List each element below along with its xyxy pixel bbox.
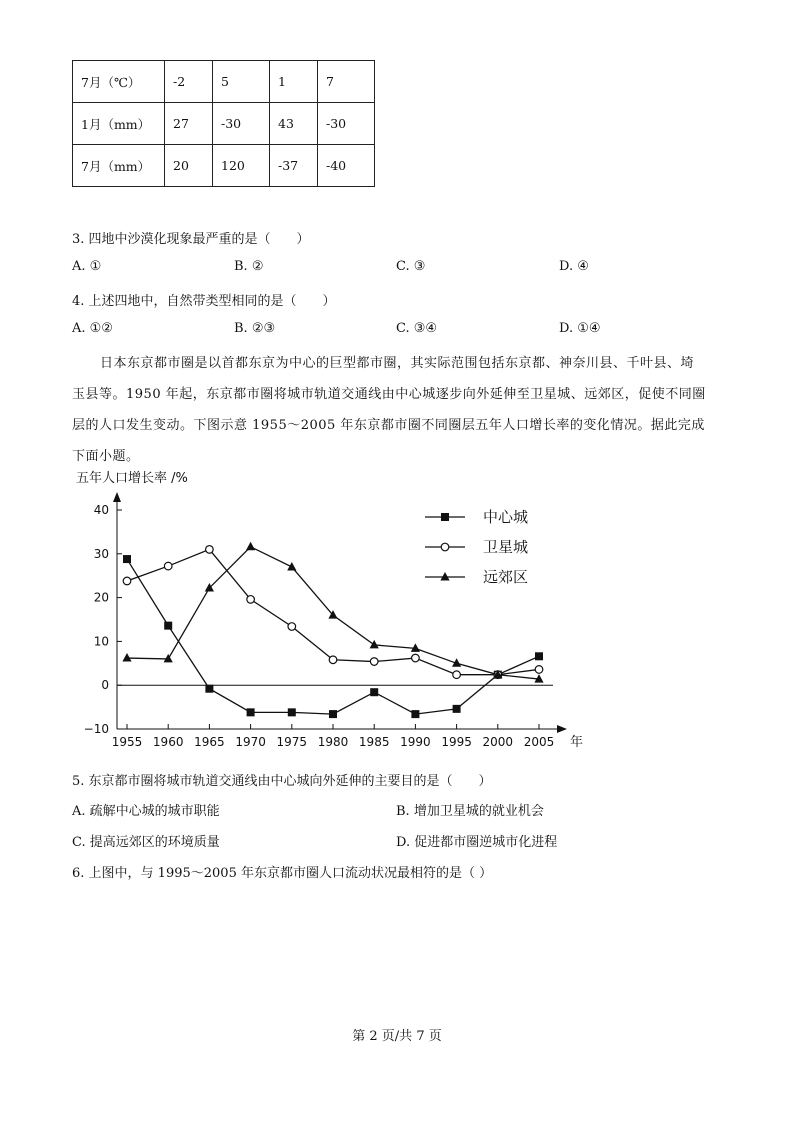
table-cell: 20 [165,145,213,187]
series-2-point [164,562,172,570]
series-2-point [453,671,461,679]
q5-option-b[interactable]: B. 增加卫星城的就业机会 [396,804,544,819]
question-3-stem: 3. 四地中沙漠化现象最严重的是（ ） [72,232,310,247]
question-6-stem: 6. 上图中，与 1995～2005 年东京都市圈人口流动状况最相符的是（ ） [72,866,493,881]
q5-option-d[interactable]: D. 促进都市圈逆城市化进程 [396,835,558,850]
series-2-point [370,658,378,666]
series-1-point [288,708,296,716]
y-axis-label: 五年人口增长率 /% [76,471,188,486]
table-cell: 1 [270,61,318,103]
y-tick-label: 20 [93,590,109,605]
y-tick-label: 10 [93,634,109,649]
table-row [73,103,375,145]
series-1-point [123,555,131,563]
series-2-point [123,577,131,585]
table-cell: -37 [270,145,318,187]
table-row-header-cell: 1月（mm） [73,103,165,145]
q5-option-c[interactable]: C. 提高远郊区的环境质量 [72,835,220,850]
table-row-header-cell: 7月（mm） [73,145,165,187]
x-tick-label: 1990 [400,735,431,749]
passage-line-3: 层的人口发生变动。下图示意 1955～2005 年东京都市圈不同圈层五年人口增长率的变化情况。据此完成 [72,418,705,433]
page-number-footer: 第 2 页/共 7 页 [352,1029,442,1044]
table-cell: 27 [165,103,213,145]
x-tick-label: 1985 [358,735,390,749]
x-tick-label: 1995 [441,735,472,749]
legend-label: 远郊区 [483,568,529,586]
q5-option-a[interactable]: A. 疏解中心城的城市职能 [72,804,220,819]
question-5-stem: 5. 东京都市圈将城市轨道交通线由中心城向外延伸的主要目的是（ ） [72,774,492,789]
table-cell: 120 [213,145,270,187]
q4-option-c[interactable]: C. ③④ [396,321,438,336]
x-tick-label: 1975 [276,735,308,749]
table-cell: -40 [318,145,375,187]
table-cell: -30 [318,103,375,145]
y-tick-label: 30 [93,546,109,561]
series-2-point [535,666,543,674]
table-cell: 43 [270,103,318,145]
series-2-point [412,654,420,662]
q3-option-d[interactable]: D. ④ [559,259,589,274]
table-row [73,61,375,103]
series-line-1 [127,559,539,714]
series-3-point [122,653,131,662]
series-1-point [411,710,419,718]
y-axis-arrow [113,492,121,502]
passage-line-1: 日本东京都市圈是以首都东京为中心的巨型都市圈，其实际范围包括东京都、神奈川县、千叶县、埼 [100,356,695,371]
series-1-point [453,705,461,713]
x-axis-arrow [557,725,567,733]
series-1-point [164,622,172,630]
table-cell: -2 [165,61,213,103]
q3-option-b[interactable]: B. ② [234,259,264,274]
series-2-point [247,596,255,604]
series-1-point [535,652,543,660]
y-tick-label: −10 [83,722,109,736]
series-3-point [246,542,255,551]
x-tick-label: 1970 [235,735,266,749]
series-2-point [206,546,214,554]
q4-option-d[interactable]: D. ①④ [559,321,601,336]
population-growth-line-chart [70,466,590,756]
series-3-point [164,654,173,663]
table-cell: 5 [213,61,270,103]
series-1-point [247,708,255,716]
x-tick-label: 1960 [152,735,184,749]
x-tick-label: 2005 [523,735,555,749]
legend-marker-circle [441,543,449,551]
x-tick-label: 2000 [482,735,514,749]
legend-label: 卫星城 [483,538,529,556]
x-tick-label: 1955 [111,735,143,749]
passage-line-4: 下面小题。 [72,449,140,464]
series-3-point [370,640,379,649]
q3-option-a[interactable]: A. ① [72,259,102,274]
x-tick-label: 1980 [317,735,349,749]
legend-label: 中心城 [483,508,529,526]
series-3-point [287,562,296,571]
question-4-stem: 4. 上述四地中，自然带类型相同的是（ ） [72,294,336,309]
table-cell: 7 [318,61,375,103]
series-2-point [288,623,296,631]
passage-line-2: 玉县等。1950 年起，东京都市圈将城市轨道交通线由中心城逐步向外延伸至卫星城、远郊区，促使不同圈 [72,387,706,402]
q3-option-c[interactable]: C. ③ [396,259,426,274]
climate-data-table [72,60,375,187]
x-tick-label: 1965 [194,735,225,749]
table-row-header-cell: 7月（℃） [73,61,165,103]
legend-marker-triangle [440,572,449,581]
series-1-point [205,685,213,693]
q4-option-b[interactable]: B. ②③ [234,321,276,336]
table-row [73,145,375,187]
x-axis-label: 年 [570,735,584,750]
series-1-point [370,688,378,696]
q4-option-a[interactable]: A. ①② [72,321,113,336]
legend-marker-square [441,513,449,521]
series-1-point [329,710,337,718]
table-cell: -30 [213,103,270,145]
y-tick-label: 40 [93,503,109,517]
series-2-point [329,656,337,664]
y-tick-label: 0 [101,678,109,693]
